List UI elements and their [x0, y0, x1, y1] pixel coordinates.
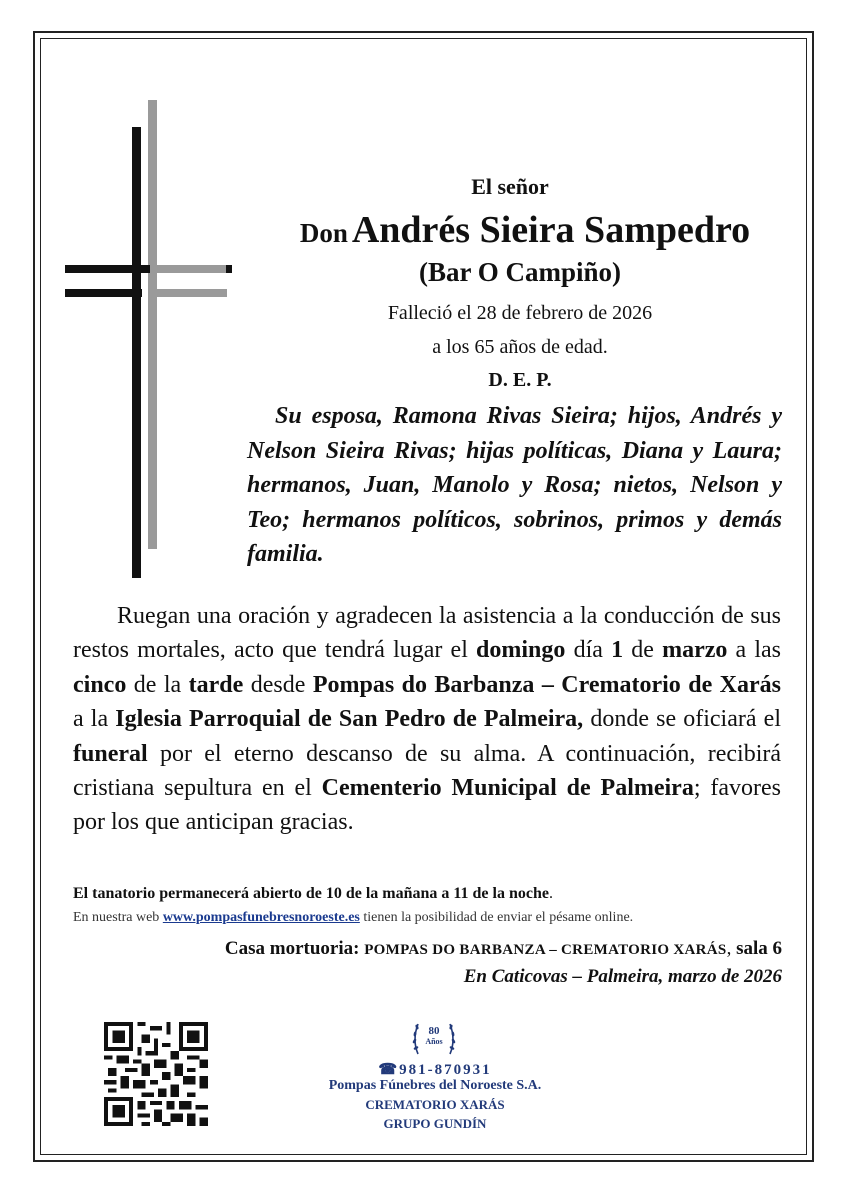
logo-number: 80: [428, 1025, 440, 1037]
day-number: 1: [611, 637, 624, 664]
ceremony-text: [73, 599, 781, 840]
web-note: [73, 910, 633, 926]
cemetery: Cementerio Municipal de Palmeira: [321, 775, 694, 802]
casa-place: POMPAS DO BARBANZA – CREMATORIO XARÁS: [364, 942, 727, 958]
tanatorio-hours: [73, 885, 553, 903]
death-date: Falleció el 28 de febrero de 2026: [387, 302, 653, 324]
company-name: Pompas Fúnebres del Noroeste S.A.: [328, 1078, 542, 1093]
website-link[interactable]: www.pompasfunebresnoroeste.es: [162, 910, 360, 925]
body-part: donde se oficiará el: [583, 706, 781, 733]
body-part: ; favores por los que anticipan gracias.: [73, 775, 781, 836]
body-part: Ruegan una oración y agradecen la asistencia a la conducción de sus restos mortales, acto que tendrá lugar el: [73, 603, 781, 664]
cross-grey-vertical: [148, 100, 157, 549]
anniversary-logo-icon: [408, 1010, 460, 1062]
period: tarde: [188, 671, 244, 698]
casa-mortuoria: [225, 938, 782, 960]
body-part: de: [623, 637, 663, 664]
honorific: Don: [299, 218, 348, 248]
cross-black-arm-bottom: [65, 289, 142, 297]
cross-grey-arm-top: [150, 265, 226, 273]
cross-grey-arm-bottom: [150, 289, 227, 297]
tanatorio-text: El tanatorio permanecerá abierto de 10 de la mañana a 11 de la noche: [73, 885, 549, 902]
phone-text: 981-870931: [399, 1062, 492, 1078]
body-part: a las: [727, 637, 782, 664]
body-part: desde: [243, 671, 313, 698]
full-name: Andrés Sieira Sampedro: [351, 209, 751, 251]
nickname: (Bar O Campiño): [418, 257, 621, 287]
web-prefix: En nuestra web: [73, 910, 163, 925]
age-text: a los 65 años de edad.: [432, 336, 608, 358]
phone-number[interactable]: [300, 1060, 570, 1079]
logo-word: Años: [425, 1037, 443, 1046]
funeral-word: funeral: [73, 740, 148, 767]
casa-room: sala 6: [736, 938, 782, 959]
cross-black-vertical: [132, 127, 141, 578]
qr-code[interactable]: [104, 1022, 208, 1126]
rip-text: D. E. P.: [488, 369, 552, 391]
month: marzo: [662, 637, 728, 664]
place-date: En Caticovas – Palmeira, marzo de 2026: [463, 966, 782, 987]
hour: cinco: [73, 671, 127, 698]
body-part: de la: [126, 671, 189, 698]
church: Iglesia Parroquial de San Pedro de Palmeira,: [115, 706, 584, 733]
body-part: a la: [73, 706, 116, 733]
intro-text: El señor: [471, 174, 549, 199]
casa-sep: ,: [726, 938, 737, 959]
crematorium-name: CREMATORIO XARÁS: [365, 1097, 505, 1112]
day-word: domingo: [476, 637, 566, 664]
family-list: Su esposa, Ramona Rivas Sieira; hijos, Andrés y Nelson Sieira Rivas; hijas políticas, Diana y Laura; hermanos, Juan, Manolo y Rosa; nietos, Nelson y Teo; hermanos políticos, sobrinos, primos y demás familia.: [247, 403, 782, 568]
origin-place: Pompas do Barbanza – Crematorio de Xarás: [312, 671, 781, 698]
web-suffix: tienen la posibilidad de enviar el pésame online.: [359, 910, 634, 925]
phone-icon: ☎: [378, 1062, 400, 1078]
body-part: día: [565, 637, 612, 664]
tanatorio-end: .: [548, 885, 553, 902]
deceased-name: [240, 208, 810, 252]
body-part: por el eterno descanso de su alma. A continuación, recibirá cristiana sepultura en el: [73, 740, 781, 802]
group-name: GRUPO GUNDÍN: [383, 1116, 487, 1131]
casa-label: Casa mortuoria:: [224, 938, 365, 959]
